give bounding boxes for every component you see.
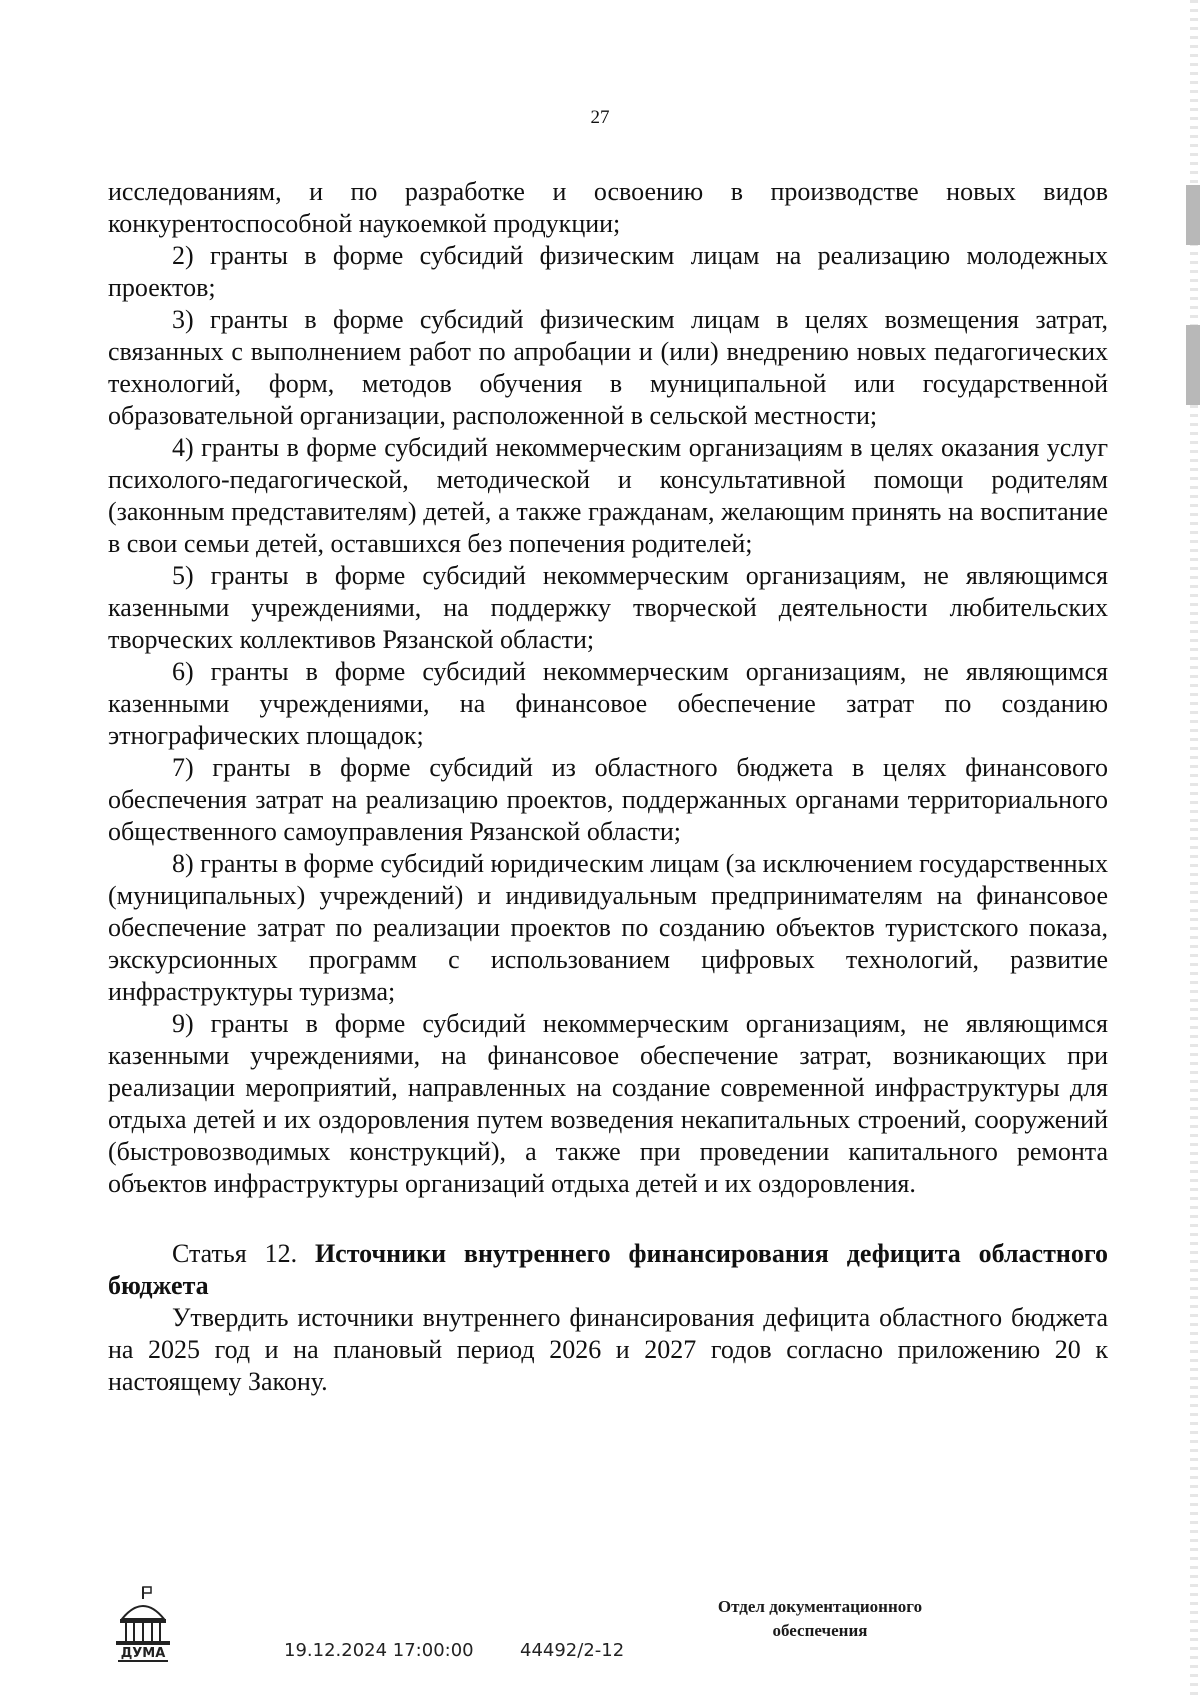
footer-reg-number: 44492/2-12	[520, 1640, 625, 1661]
stamp-line-1: Отдел документационного	[717, 1597, 923, 1616]
document-body	[108, 176, 1108, 1398]
scan-mark	[1186, 325, 1200, 405]
paragraph-3: 4) гранты в форме субсидий некоммерческим организациям в целях оказания услуг психолого-педагогической, методической и консультативной помощи родителям (законным представителям) детей, а также гражданам, желающим принять на воспитание в свои семьи детей, оставшихся без попечения родителей;	[108, 433, 1108, 558]
paragraph-2: 3) гранты в форме субсидий физическим лицам в целях возмещения затрат, связанных с выполнением работ по апробации и (или) внедрению новых педагогических технологий, форм, методов обучения в муниципальной или государственной образовательной организации, расположенной в сельской местности;	[108, 305, 1108, 430]
logo-text: ДУМА	[120, 1646, 166, 1661]
paragraph-6: 7) гранты в форме субсидий из областного бюджета в целях финансового обеспечения затрат на реализацию проектов, поддержанных органами территориального общественного самоуправления Рязанской области;	[108, 753, 1108, 846]
paragraph-8: 9) гранты в форме субсидий некоммерческим организациям, не являющимся казенными учреждениями, на финансовое обеспечение затрат, возникающих при реализации мероприятий, направленных на создание современной инфраструктуры для отдыха детей и их оздоровления путем возведения некапитальных строений, сооружений (быстровозводимых конструкций), а также при проведении капитального ремонта объектов инфраструктуры организаций отдыха детей и их оздоровления.	[108, 1009, 1108, 1198]
paragraph-5: 6) гранты в форме субсидий некоммерческим организациям, не являющимся казенными учреждениями, на финансовое обеспечение затрат по созданию этнографических площадок;	[108, 657, 1108, 750]
paragraph-4: 5) гранты в форме субсидий некоммерческим организациям, не являющимся казенными учреждениями, на поддержку творческой деятельности любительских творческих коллективов Рязанской области;	[108, 561, 1108, 654]
paragraph-1: 2) гранты в форме субсидий физическим лицам на реализацию молодежных проектов;	[108, 241, 1108, 302]
department-stamp	[700, 1595, 940, 1643]
paragraph-7: 8) гранты в форме субсидий юридическим лицам (за исключением государственных (муниципальных) учреждений) и индивидуальным предпринимателям на финансовое обеспечение затрат по реализации проектов по созданию объектов туристского показа, экскурсионных программ с использованием цифровых технологий, развитие инфраструктуры туризма;	[108, 849, 1108, 1006]
article-label: Статья 12.	[172, 1239, 298, 1268]
article-title: Источники внутреннего финансирования дефицита областного бюджета	[108, 1239, 1108, 1300]
footer-datetime: 19.12.2024 17:00:00	[284, 1640, 474, 1661]
paragraph-0: исследованиям, и по разработке и освоению в производстве новых видов конкурентоспособной наукоемкой продукции;	[108, 177, 1108, 238]
article-text: Утвердить источники внутреннего финансирования дефицита областного бюджета на 2025 год и на плановый период 2026 и 2027 годов согласно приложению 20 к настоящему Закону.	[108, 1303, 1108, 1396]
scan-mark	[1186, 185, 1200, 245]
duma-logo-icon	[112, 1585, 174, 1663]
stamp-line-2: обеспечения	[772, 1621, 868, 1640]
scan-edge-artifact	[1190, 0, 1198, 1695]
article-heading	[108, 1238, 1108, 1302]
page-number: 27	[590, 107, 610, 128]
